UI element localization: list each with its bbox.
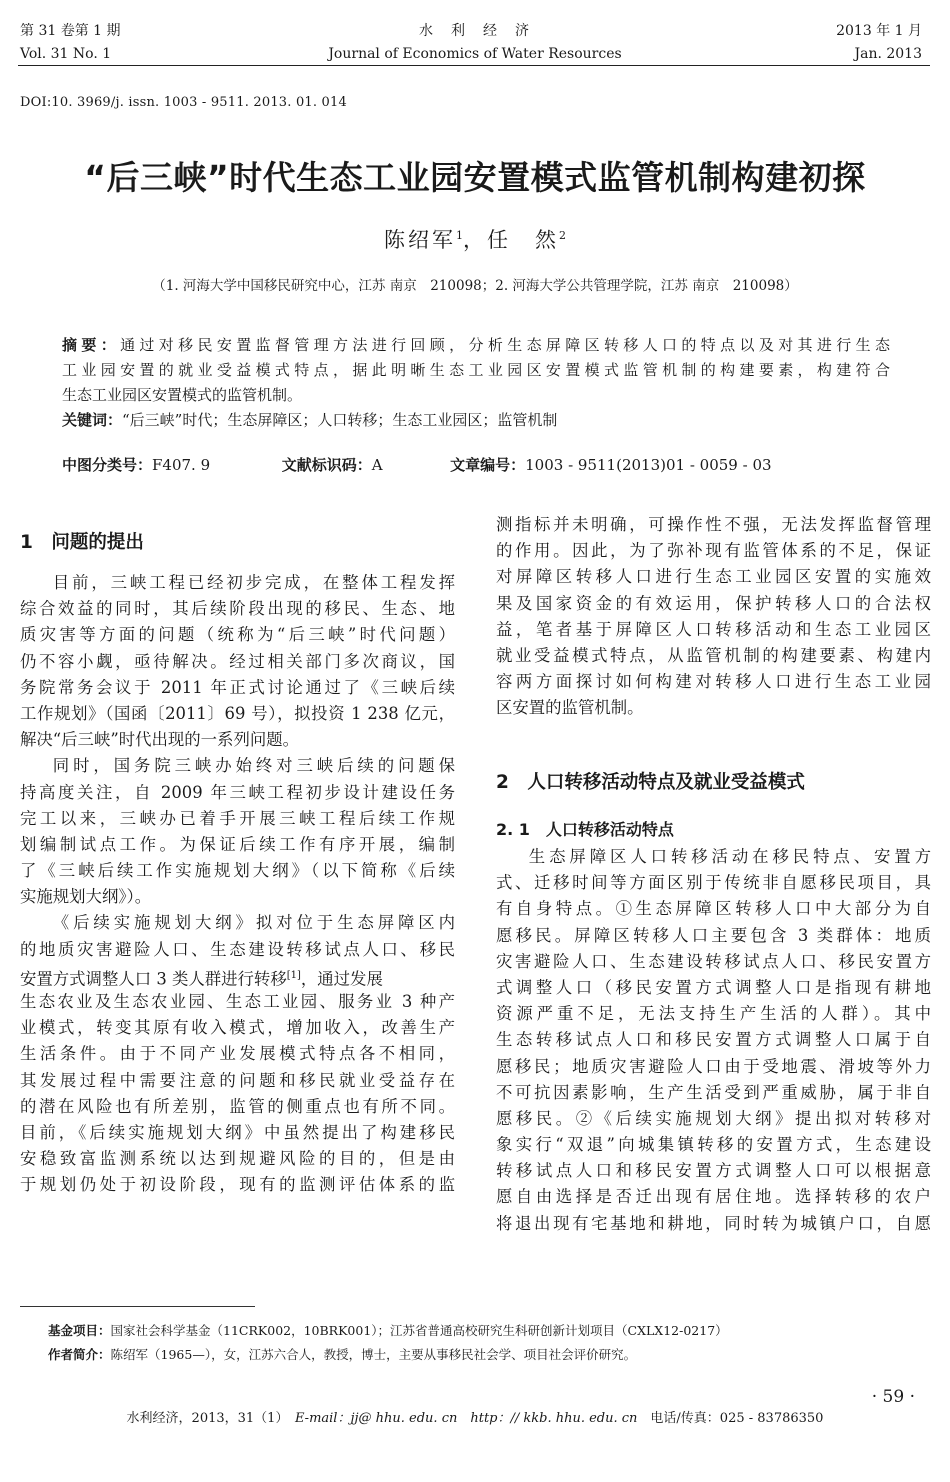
author-2-sup: 2 bbox=[559, 229, 566, 242]
doi: DOI:10. 3969/j. issn. 1003 - 9511. 2013. 01. 014 bbox=[20, 95, 347, 110]
body-line: 将退出现有宅基地和耕地，同时转为城镇户口，自愿 bbox=[496, 1213, 931, 1233]
body-line: 工作规划》（国函〔2011〕69 号），拟投资 1 238 亿元， bbox=[20, 703, 455, 723]
author-sep: ， bbox=[463, 228, 487, 252]
left-column bbox=[20, 570, 455, 1199]
body-line: 同时，国务院三峡办始终对三峡后续的问题保 bbox=[52, 756, 455, 776]
clc-label: 中图分类号： bbox=[62, 456, 153, 474]
body-line: 综合效益的同时，其后续阶段出现的移民、生态、地 bbox=[20, 599, 455, 619]
body-line: 有自身特点。①生态屏障区转移人口中大部分为自 bbox=[496, 899, 931, 919]
header-volume-cn: 第 31 卷第 1 期 bbox=[20, 23, 121, 39]
article-no-label: 文章编号： bbox=[450, 456, 526, 474]
keywords-label: 关键词： bbox=[62, 411, 123, 429]
body-line: 于规划仍处于初设阶段，现有的监测评估体系的监 bbox=[20, 1175, 455, 1195]
body-line: 持高度关注，自 2009 年三峡工程初步设计建设任务 bbox=[20, 782, 455, 802]
header-journal-en: Journal of Economics of Water Resources bbox=[328, 46, 622, 62]
funding-text: 国家社会科学基金（11CRK002，10BRK001）；江苏省普通高校研究生科研创新计划项目（CXLX12-0217） bbox=[110, 1323, 728, 1338]
header-rule bbox=[18, 65, 930, 66]
clc-value: F407. 9 bbox=[152, 456, 211, 474]
header-journal-cn: 水 利 经 济 bbox=[419, 23, 531, 39]
funding-label: 基金项目： bbox=[48, 1323, 111, 1338]
body-line: 象实行“双退”向城集镇转移的安置方式，生态建设 bbox=[496, 1135, 931, 1155]
author-bio-label: 作者简介： bbox=[48, 1347, 111, 1362]
body-line: 安稳致富监测系统以达到规避风险的目的，但是由 bbox=[20, 1149, 455, 1169]
author-bio-text: 陈绍军（1965—），女，江苏六合人，教授，博士，主要从事移民社会学、项目社会评价研究。 bbox=[110, 1347, 637, 1362]
abstract-label: 摘要： bbox=[62, 336, 121, 354]
body-line: 对屏障区转移人口进行生态工业园区安置的实施效 bbox=[496, 567, 931, 587]
paper-title: “后三峡”时代生态工业园安置模式监管机制构建初探 bbox=[84, 158, 866, 197]
body-line: 生态农业及生态农业园、生态工业园、服务业 3 种产 bbox=[20, 992, 455, 1011]
body-line: 测指标并未明确，可操作性不强，无法发挥监督管理 bbox=[496, 515, 931, 534]
right-column bbox=[496, 512, 931, 722]
body-line: 目前，《后续实施规划大纲》中虽然提出了构建移民 bbox=[20, 1122, 455, 1142]
body-line: 愿移民。②《后续实施规划大纲》提出拟对转移对 bbox=[496, 1108, 931, 1128]
body-line: 目前，三峡工程已经初步完成，在整体工程发挥 bbox=[52, 573, 455, 592]
section-2-1-heading: 2. 1 人口转移活动特点 bbox=[496, 820, 674, 839]
footnote-funding bbox=[48, 1322, 728, 1340]
body-line: 仍不容小觑，亟待解决。经过相关部门多次商议，国 bbox=[20, 651, 455, 671]
author-1-sup: 1 bbox=[456, 229, 463, 242]
body-line: 的地质灾害避险人口、生态建设转移试点人口、移民 bbox=[20, 939, 455, 959]
footer-email-url[interactable]: E-mail：jj@ hhu. edu. cn http：// kkb. hhu. edu. cn bbox=[294, 1411, 638, 1426]
body-line: 资源严重不足，无法支持生产生活的人群）。其中 bbox=[496, 1004, 931, 1024]
body-line: 务院常务会议于 2011 年正式讨论通过了《三峡后续 bbox=[20, 677, 455, 697]
author-1: 陈绍军 bbox=[384, 228, 456, 252]
body-line: 果及国家资金的有效运用，保护转移人口的合法权 bbox=[496, 593, 931, 613]
abstract-line: 生态工业园区安置模式的监管机制。 bbox=[62, 386, 303, 404]
body-line: 生活条件。由于不同产业发展模式特点各不相同， bbox=[20, 1044, 455, 1064]
footer-citation: 水利经济，2013，31（1） bbox=[126, 1411, 295, 1426]
section-2-heading: 2 人口转移活动特点及就业受益模式 bbox=[496, 772, 805, 793]
abstract-line: 工业园安置的就业受益模式特点，据此明晰生态工业园区安置模式监管机制的构建要素，构建符合 bbox=[62, 361, 890, 379]
body-line: 就业受益模式特点，从监管机制的构建要素、构建内 bbox=[496, 645, 931, 665]
body-line: 愿自由选择是否迁出现有居住地。选择转移的农户 bbox=[496, 1187, 931, 1207]
footer-phone: 电话/传真：025 - 83786350 bbox=[637, 1411, 824, 1426]
doc-code-label: 文献标识码： bbox=[281, 456, 372, 474]
footer bbox=[0, 1407, 950, 1426]
body-line: 了《三峡后续工作实施规划大纲》（以下简称《后续 bbox=[20, 861, 455, 881]
body-line: 质灾害等方面的问题（统称为“后三峡”时代问题） bbox=[20, 625, 455, 645]
body-line: 益，笔者基于屏障区人口转移活动和生态工业园区 bbox=[496, 619, 931, 639]
authors bbox=[0, 224, 950, 254]
body-line: 业模式，转变其原有收入模式，增加收入，改善生产 bbox=[20, 1018, 455, 1038]
body-line: 《后续实施规划大纲》拟对位于生态屏障区内 bbox=[52, 913, 455, 933]
header-date-cn: 2013 年 1 月 bbox=[836, 23, 922, 39]
abstract-line: 摘要：通过对移民安置监督管理方法进行回顾，分析生态屏障区转移人口的特点以及对其进行生态 bbox=[62, 336, 890, 354]
body-line: 不可抗因素影响，生产生活受到严重威胁，属于非自 bbox=[496, 1082, 931, 1102]
header-date-en: Jan. 2013 bbox=[854, 46, 922, 62]
right-column-section-2-1 bbox=[496, 844, 931, 1237]
body-line: 划编制试点工作。为保证后续工作有序开展，编制 bbox=[20, 834, 455, 854]
article-no-value: 1003 - 9511(2013)01 - 0059 - 03 bbox=[525, 456, 772, 474]
body-line: 的作用。因此，为了弥补现有监管体系的不足，保证 bbox=[496, 541, 931, 561]
body-line: 其发展过程中需要注意的问题和移民就业受益存在 bbox=[20, 1070, 455, 1090]
body-line: 区安置的监管机制。 bbox=[496, 698, 644, 718]
abstract bbox=[62, 333, 890, 433]
body-line: 实施规划大纲》）。 bbox=[20, 887, 152, 907]
body-line: 生态转移试点人口和移民安置方式调整人口属于自 bbox=[496, 1030, 931, 1050]
page-number: · 59 · bbox=[871, 1387, 915, 1407]
body-line: 容两方面探讨如何构建对转移人口进行生态工业园 bbox=[496, 672, 931, 692]
keywords-text: “后三峡”时代；生态屏障区；人口转移；生态工业园区；监管机制 bbox=[122, 411, 558, 429]
footnote-rule bbox=[20, 1306, 255, 1307]
body-line: 生态屏障区人口转移活动在移民特点、安置方 bbox=[528, 847, 931, 866]
body-line: 的潜在风险也有所差别，监管的侧重点也有所不同。 bbox=[20, 1096, 455, 1116]
header-volume-en: Vol. 31 No. 1 bbox=[20, 46, 112, 62]
body-line: 解决“后三峡”时代出现的一系列问题。 bbox=[20, 730, 300, 750]
affiliation: （1. 河海大学中国移民研究中心，江苏 南京 210098；2. 河海大学公共管理学院，江苏 南京 210098） bbox=[152, 278, 798, 294]
doc-code-value: A bbox=[371, 456, 383, 474]
body-line: 式调整人口（移民安置方式调整人口是指现有耕地 bbox=[496, 977, 931, 997]
body-line: 转移试点人口和移民安置方式调整人口可以根据意 bbox=[496, 1161, 931, 1181]
section-1-heading: 1 问题的提出 bbox=[20, 532, 144, 553]
citation-ref[interactable]: [1] bbox=[286, 969, 301, 981]
classification-line bbox=[62, 455, 772, 475]
footnote-author-bio bbox=[48, 1346, 636, 1364]
body-line: 愿移民；地质灾害避险人口由于受地震、滑坡等外力 bbox=[496, 1056, 931, 1076]
body-line: 愿移民。屏障区转移人口主要包含 3 类群体：地质 bbox=[496, 925, 931, 945]
author-2: 任 然 bbox=[487, 228, 559, 252]
body-line: 式、迁移时间等方面区别于传统非自愿移民项目，具 bbox=[496, 873, 931, 893]
body-line: 灾害避险人口、生态建设转移试点人口、移民安置方 bbox=[496, 951, 931, 971]
body-line: 完工以来，三峡办已着手开展三峡工程后续工作规 bbox=[20, 808, 455, 828]
keywords bbox=[62, 408, 890, 433]
body-line: 安置方式调整人口 3 类人群进行转移[1]，通过发展 bbox=[20, 969, 383, 989]
